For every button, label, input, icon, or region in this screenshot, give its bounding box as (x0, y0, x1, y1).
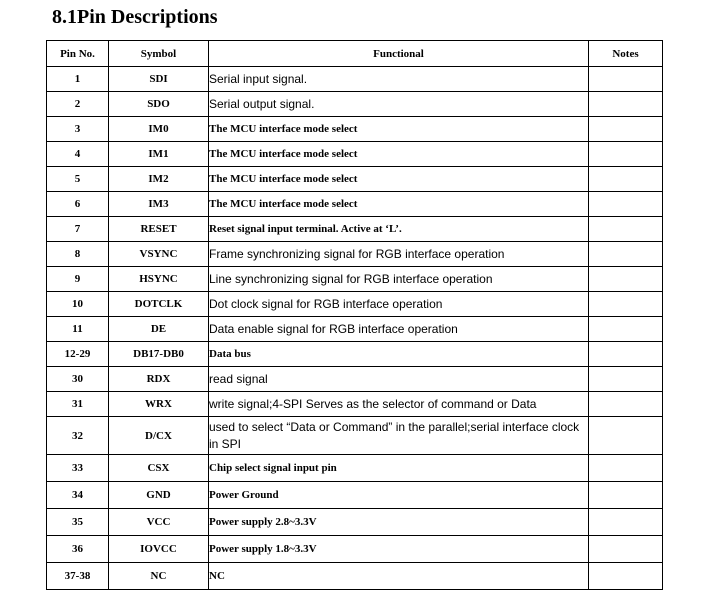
pin-number-cell: 35 (47, 509, 109, 536)
function-cell: Dot clock signal for RGB interface operation (209, 292, 589, 317)
pin-number-cell: 6 (47, 192, 109, 217)
pin-description-table (46, 40, 663, 590)
pin-number-cell: 10 (47, 292, 109, 317)
symbol-cell: NC (109, 563, 209, 590)
pin-number-cell: 3 (47, 117, 109, 142)
pin-number-cell: 8 (47, 242, 109, 267)
symbol-cell: RESET (109, 217, 209, 242)
notes-cell (589, 455, 663, 482)
notes-cell (589, 242, 663, 267)
table-row (47, 67, 663, 92)
table-row (47, 509, 663, 536)
table-row (47, 563, 663, 590)
symbol-cell: DE (109, 317, 209, 342)
table-row (47, 482, 663, 509)
notes-cell (589, 342, 663, 367)
symbol-cell: RDX (109, 367, 209, 392)
function-cell: Power Ground (209, 482, 589, 509)
notes-cell (589, 142, 663, 167)
function-cell: Line synchronizing signal for RGB interface operation (209, 267, 589, 292)
notes-cell (589, 482, 663, 509)
symbol-cell: DOTCLK (109, 292, 209, 317)
pin-number-cell: 36 (47, 536, 109, 563)
notes-cell (589, 117, 663, 142)
symbol-cell: WRX (109, 392, 209, 417)
table-row (47, 267, 663, 292)
table-row (47, 292, 663, 317)
function-cell: read signal (209, 367, 589, 392)
header-pin-no: Pin No. (47, 41, 109, 67)
table-row (47, 167, 663, 192)
function-cell: Power supply 2.8~3.3V (209, 509, 589, 536)
notes-cell (589, 509, 663, 536)
table-row (47, 536, 663, 563)
table-row (47, 242, 663, 267)
symbol-cell: CSX (109, 455, 209, 482)
symbol-cell: DB17-DB0 (109, 342, 209, 367)
header-symbol: Symbol (109, 41, 209, 67)
function-cell: Chip select signal input pin (209, 455, 589, 482)
notes-cell (589, 536, 663, 563)
symbol-cell: VSYNC (109, 242, 209, 267)
notes-cell (589, 292, 663, 317)
pin-number-cell: 32 (47, 417, 109, 455)
function-cell: The MCU interface mode select (209, 167, 589, 192)
symbol-cell: SDO (109, 92, 209, 117)
table-row (47, 417, 663, 455)
pin-number-cell: 37-38 (47, 563, 109, 590)
function-cell: Data bus (209, 342, 589, 367)
symbol-cell: IM1 (109, 142, 209, 167)
symbol-cell: IM0 (109, 117, 209, 142)
function-cell: used to select “Data or Command” in the parallel;serial interface clock in SPI (209, 417, 589, 455)
symbol-cell: SDI (109, 67, 209, 92)
pin-number-cell: 11 (47, 317, 109, 342)
table-row (47, 317, 663, 342)
notes-cell (589, 92, 663, 117)
notes-cell (589, 217, 663, 242)
function-cell: The MCU interface mode select (209, 142, 589, 167)
pin-number-cell: 12-29 (47, 342, 109, 367)
table-row (47, 142, 663, 167)
function-cell: Reset signal input terminal. Active at ‘L’. (209, 217, 589, 242)
table-row (47, 117, 663, 142)
function-cell: Data enable signal for RGB interface operation (209, 317, 589, 342)
table-row (47, 455, 663, 482)
notes-cell (589, 67, 663, 92)
pin-number-cell: 33 (47, 455, 109, 482)
pin-number-cell: 31 (47, 392, 109, 417)
pin-number-cell: 2 (47, 92, 109, 117)
function-cell: Serial input signal. (209, 67, 589, 92)
pin-number-cell: 30 (47, 367, 109, 392)
function-cell: Power supply 1.8~3.3V (209, 536, 589, 563)
pin-number-cell: 9 (47, 267, 109, 292)
symbol-cell: GND (109, 482, 209, 509)
notes-cell (589, 167, 663, 192)
symbol-cell: IM3 (109, 192, 209, 217)
page-title: 8.1Pin Descriptions (52, 6, 218, 28)
function-cell: Serial output signal. (209, 92, 589, 117)
notes-cell (589, 563, 663, 590)
pin-number-cell: 7 (47, 217, 109, 242)
pin-number-cell: 5 (47, 167, 109, 192)
table-header-row (47, 41, 663, 67)
table-row (47, 342, 663, 367)
notes-cell (589, 267, 663, 292)
table-row (47, 367, 663, 392)
table-row (47, 217, 663, 242)
function-cell: write signal;4-SPI Serves as the selector of command or Data (209, 392, 589, 417)
pin-number-cell: 4 (47, 142, 109, 167)
symbol-cell: IOVCC (109, 536, 209, 563)
notes-cell (589, 192, 663, 217)
symbol-cell: HSYNC (109, 267, 209, 292)
notes-cell (589, 317, 663, 342)
pin-number-cell: 1 (47, 67, 109, 92)
notes-cell (589, 417, 663, 455)
notes-cell (589, 367, 663, 392)
table-row (47, 392, 663, 417)
header-functional: Functional (209, 41, 589, 67)
function-cell: NC (209, 563, 589, 590)
pin-number-cell: 34 (47, 482, 109, 509)
table-row (47, 192, 663, 217)
symbol-cell: VCC (109, 509, 209, 536)
function-cell: The MCU interface mode select (209, 117, 589, 142)
notes-cell (589, 392, 663, 417)
function-cell: Frame synchronizing signal for RGB interface operation (209, 242, 589, 267)
table-body (47, 67, 663, 590)
symbol-cell: IM2 (109, 167, 209, 192)
header-notes: Notes (589, 41, 663, 67)
symbol-cell: D/CX (109, 417, 209, 455)
function-cell: The MCU interface mode select (209, 192, 589, 217)
table-row (47, 92, 663, 117)
